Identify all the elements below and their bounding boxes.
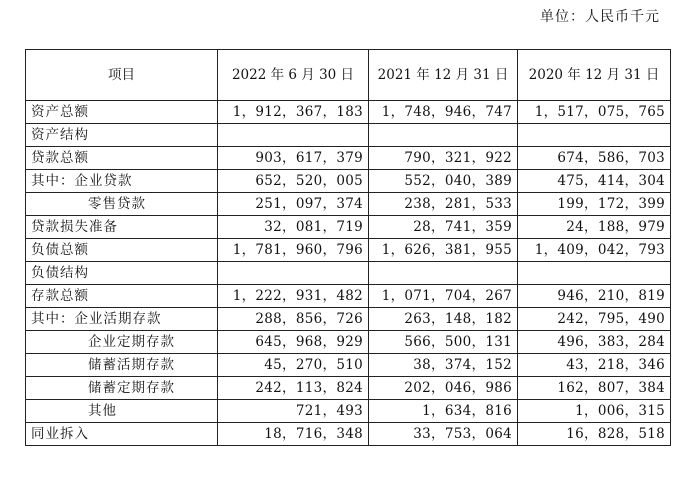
row-value-2022: 18，716，348: [218, 423, 369, 446]
header-2022-06-30: 2022 年 6 月 30 日: [218, 50, 369, 101]
row-item: 贷款损失准备: [26, 216, 218, 239]
table-row: [26, 400, 671, 423]
row-value-2021: 1，071，704，267: [369, 285, 518, 308]
row-value-2021: 38，374，152: [369, 354, 518, 377]
header-2021-12-31: 2021 年 12 月 31 日: [369, 50, 518, 101]
table-row: [26, 262, 671, 285]
row-value-2022: 242，113，824: [218, 377, 369, 400]
row-value-2020: 1，517，075，765: [518, 101, 671, 124]
row-item: 资产结构: [26, 124, 218, 147]
row-item: 负债结构: [26, 262, 218, 285]
row-value-2020: 162，807，384: [518, 377, 671, 400]
row-item: 其中：企业活期存款: [26, 308, 218, 331]
table-row: [26, 239, 671, 262]
table-row: [26, 101, 671, 124]
row-value-2022: 645，968，929: [218, 331, 369, 354]
table-row: [26, 124, 671, 147]
table-row: [26, 354, 671, 377]
row-item: 同业拆入: [26, 423, 218, 446]
row-item: 其他: [26, 400, 218, 423]
row-value-2021: 33，753，064: [369, 423, 518, 446]
row-item: 储蓄活期存款: [26, 354, 218, 377]
row-item: 零售贷款: [26, 193, 218, 216]
row-item: 其中：企业贷款: [26, 170, 218, 193]
row-value-2021: 28，741，359: [369, 216, 518, 239]
row-item: 企业定期存款: [26, 331, 218, 354]
row-value-2022: 288，856，726: [218, 308, 369, 331]
row-value-2022: 903，617，379: [218, 147, 369, 170]
row-value-2022: [218, 124, 369, 147]
row-value-2020: 674，586，703: [518, 147, 671, 170]
row-value-2020: 199，172，399: [518, 193, 671, 216]
financial-table: [25, 49, 671, 446]
row-value-2020: 1，006，315: [518, 400, 671, 423]
row-value-2021: 1，634，816: [369, 400, 518, 423]
row-value-2020: [518, 124, 671, 147]
row-value-2021: 552，040，389: [369, 170, 518, 193]
header-2020-12-31: 2020 年 12 月 31 日: [518, 50, 671, 101]
row-value-2022: 1，912，367，183: [218, 101, 369, 124]
row-value-2021: 790，321，922: [369, 147, 518, 170]
row-value-2020: 475，414，304: [518, 170, 671, 193]
table-row: [26, 285, 671, 308]
row-value-2020: [518, 262, 671, 285]
row-value-2021: 263，148，182: [369, 308, 518, 331]
row-value-2022: 32，081，719: [218, 216, 369, 239]
row-value-2021: 238，281，533: [369, 193, 518, 216]
row-value-2020: 43，218，346: [518, 354, 671, 377]
row-value-2020: 946，210，819: [518, 285, 671, 308]
header-row: [26, 50, 671, 101]
row-item: 储蓄定期存款: [26, 377, 218, 400]
table-row: [26, 308, 671, 331]
row-value-2022: 45，270，510: [218, 354, 369, 377]
row-value-2021: [369, 262, 518, 285]
row-value-2021: 566，500，131: [369, 331, 518, 354]
header-item: 项目: [26, 50, 218, 101]
table-row: [26, 331, 671, 354]
row-item: 存款总额: [26, 285, 218, 308]
table-row: [26, 193, 671, 216]
table-row: [26, 216, 671, 239]
row-value-2021: 1，626，381，955: [369, 239, 518, 262]
row-value-2020: 242，795，490: [518, 308, 671, 331]
row-item: 负债总额: [26, 239, 218, 262]
row-value-2022: 251，097，374: [218, 193, 369, 216]
table-row: [26, 147, 671, 170]
row-value-2020: 1，409，042，793: [518, 239, 671, 262]
table-row: [26, 377, 671, 400]
row-item: 资产总额: [26, 101, 218, 124]
row-value-2021: [369, 124, 518, 147]
row-value-2020: 496，383，284: [518, 331, 671, 354]
row-value-2020: 24，188，979: [518, 216, 671, 239]
row-item: 贷款总额: [26, 147, 218, 170]
row-value-2022: 652，520，005: [218, 170, 369, 193]
row-value-2022: 1，781，960，796: [218, 239, 369, 262]
row-value-2021: 1，748，946，747: [369, 101, 518, 124]
unit-label: 单位：人民币千元: [540, 9, 660, 25]
row-value-2022: 1，222，931，482: [218, 285, 369, 308]
row-value-2022: [218, 262, 369, 285]
row-value-2020: 16，828，518: [518, 423, 671, 446]
table-row: [26, 423, 671, 446]
table-row: [26, 170, 671, 193]
row-value-2021: 202，046，986: [369, 377, 518, 400]
row-value-2022: 721，493: [218, 400, 369, 423]
